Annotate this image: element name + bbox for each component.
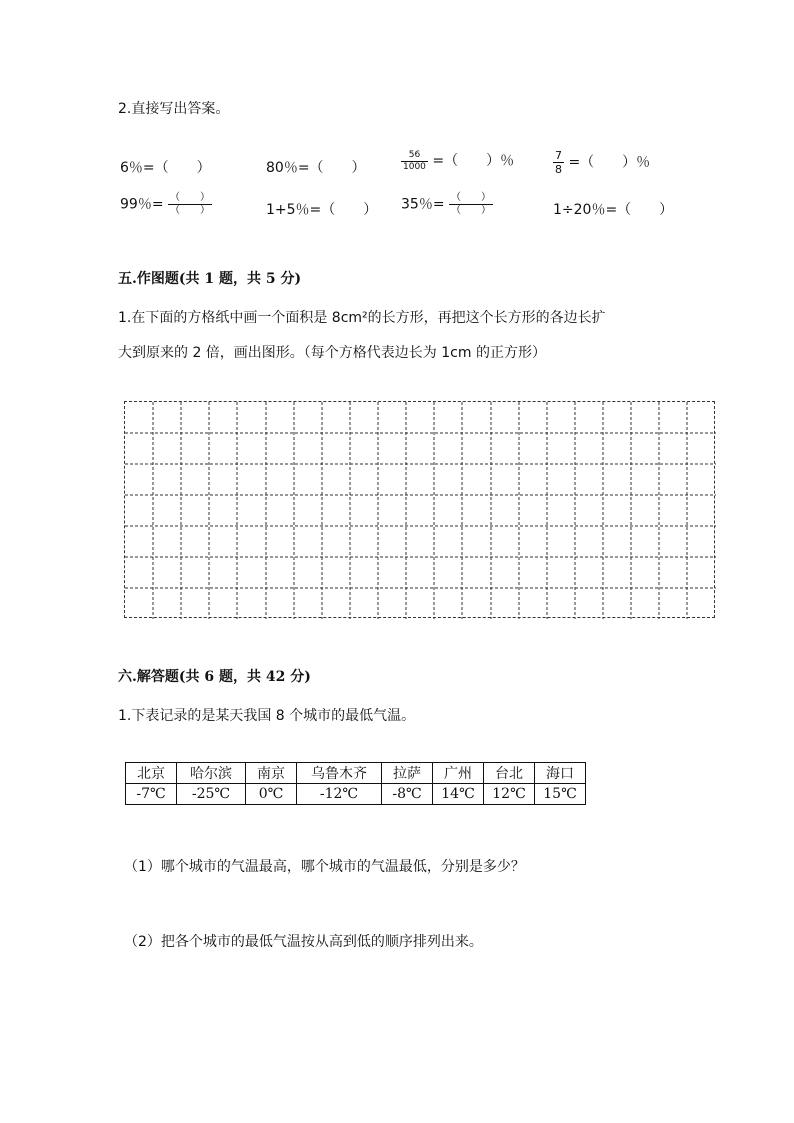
fraction (449, 193, 493, 216)
section-6-sub1: （1）哪个城市的气温最高，哪个城市的气温最低，分别是多少？ (124, 859, 525, 875)
expr-tail: =（ ）％ (568, 154, 651, 171)
city-cell: 乌鲁木齐 (297, 763, 382, 784)
city-cell: 海口 (535, 763, 586, 784)
table-row-cities (126, 763, 586, 784)
expr-7-over-8 (553, 150, 650, 175)
city-cell: 北京 (126, 763, 177, 784)
section-6-q1-intro: 1.下表记录的是某天我国 8 个城市的最低气温。 (118, 708, 416, 724)
temp-cell: -8℃ (382, 784, 433, 805)
section-5-q1-line2: 大到原来的 2 倍，画出图形。（每个方格代表边长为 1cm 的正方形） (118, 345, 546, 361)
denominator: 1000 (403, 161, 426, 172)
expr-lead: 99％= (120, 196, 164, 213)
numerator: （ ） (451, 192, 491, 203)
question-2-title: 2.直接写出答案。 (118, 101, 230, 117)
fraction (553, 150, 564, 175)
temp-cell: 15℃ (535, 784, 586, 805)
section-6-sub2: （2）把各个城市的最低气温按从高到低的顺序排列出来。 (124, 934, 483, 950)
temp-cell: 12℃ (484, 784, 535, 805)
temp-cell: -7℃ (126, 784, 177, 805)
city-cell: 哈尔滨 (177, 763, 246, 784)
expr-56-over-1000 (401, 150, 514, 172)
temp-cell: -12℃ (297, 784, 382, 805)
section-5-q1-line1: 1.在下面的方格纸中画一个面积是 8cm²的长方形，再把这个长方形的各边长扩 (118, 310, 606, 326)
city-temperature-table (125, 762, 586, 805)
temp-cell: 0℃ (246, 784, 297, 805)
numerator: （ ） (170, 192, 210, 203)
city-cell: 台北 (484, 763, 535, 784)
city-cell: 广州 (433, 763, 484, 784)
expr-99-percent (120, 193, 212, 216)
numerator: 7 (555, 149, 562, 162)
grid-lines (125, 402, 716, 619)
expr-lead: 35％= (401, 196, 445, 213)
table-row-temps (126, 784, 586, 805)
section-5-heading: 五.作图题(共 1 题，共 5 分) (118, 271, 302, 287)
denominator: 8 (555, 163, 562, 176)
expr-80-percent: 80％=（ ） (266, 160, 366, 176)
temp-cell: -25℃ (177, 784, 246, 805)
drawing-grid[interactable] (124, 401, 715, 618)
expr-tail: =（ ）％ (432, 153, 515, 169)
city-cell: 拉萨 (382, 763, 433, 784)
denominator: （ ） (451, 205, 491, 216)
expr-1-plus-5-percent: 1+5％=（ ） (266, 202, 378, 218)
city-cell: 南京 (246, 763, 297, 784)
expr-1-div-20-percent: 1÷20％=（ ） (553, 202, 674, 218)
fraction (401, 151, 428, 172)
fraction (168, 193, 212, 216)
expr-35-percent (401, 193, 493, 216)
expr-6-percent: 6％=（ ） (120, 160, 211, 176)
denominator: （ ） (170, 205, 210, 216)
numerator: 56 (408, 149, 421, 160)
section-6-heading: 六.解答题(共 6 题，共 42 分) (118, 669, 311, 685)
temp-cell: 14℃ (433, 784, 484, 805)
